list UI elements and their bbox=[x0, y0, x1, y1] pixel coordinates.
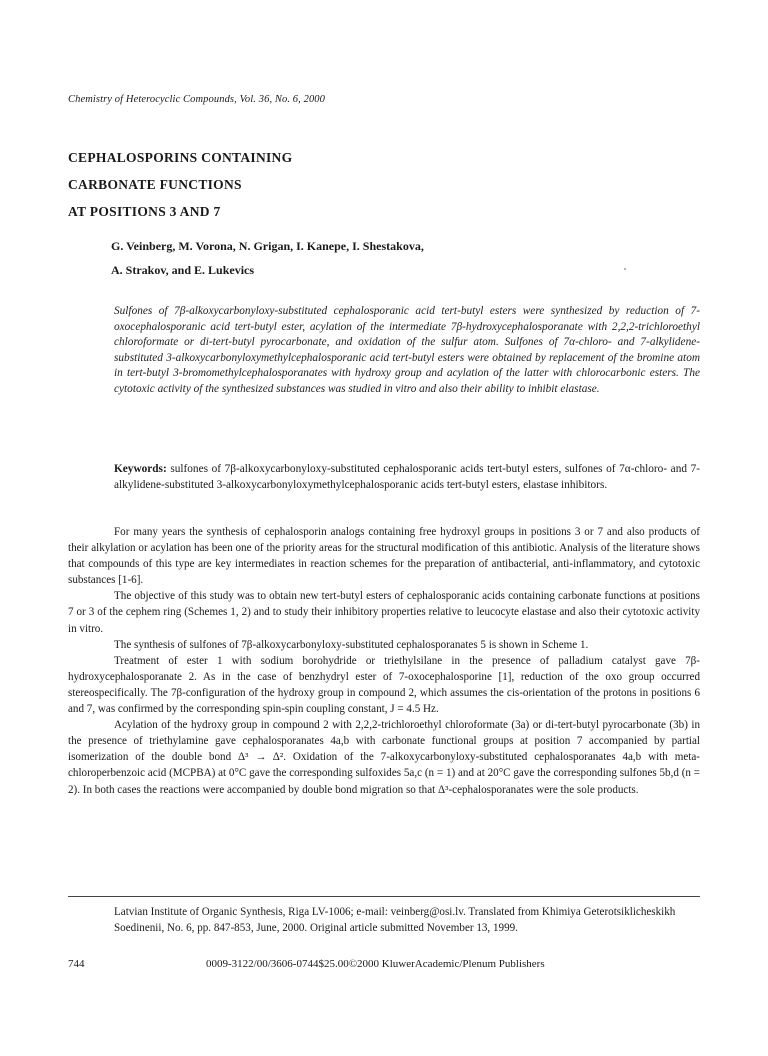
abstract: Sulfones of 7β-alkoxycarbonyloxy-substituted cephalosporanic acid tert-butyl esters were synthesized by reduction of 7-oxocephalosporanic acid tert-butyl ester, acylation of the intermediate 7β-hydroxycephalosporanate with 2,2,2-trichloroethyl chloroformate or di-tert-butyl pyrocarbonate, and oxidation of the sulfur atom. Sulfones of 7α-chloro- and 7-alkylidene-substituted 3-alkoxycarbonyloxymethylcephalosporanic acid tert-butyl esters were obtained by replacement of the bromine atom in tert-butyl 3-bromomethylcephalosporanates with hydroxy group and acylation of the latter with chlorocarbonic esters. The cytotoxic activity of the synthesized substances was studied in vitro and also their ability to inhibit elastase. bbox=[114, 305, 700, 395]
page-number: 744 bbox=[68, 958, 85, 970]
keywords-label: Keywords: bbox=[114, 463, 167, 475]
body-text bbox=[68, 524, 700, 798]
body-paragraph: For many years the synthesis of cephalosporin analogs containing free hydroxyl groups in positions 3 or 7 and also products of their alkylation or acylation has been one of the priority areas for the structural modification of this antibiotic. Analysis of the literature shows that compounds of this type are key intermediates in reaction schemes for the preparation of antibacterial, anti-inflammatory, and cytotoxic substances [1-6]. bbox=[68, 526, 700, 587]
authors-line: A. Strakov, and E. Lukevics bbox=[111, 263, 255, 277]
copyright-line: 0009-3122/00/3606-0744$25.00©2000 KluwerAcademic/Plenum Publishers bbox=[206, 958, 545, 970]
body-paragraph: Acylation of the hydroxy group in compound 2 with 2,2,2-trichloroethyl chloroformate (3a) or di-tert-butyl pyrocarbonate (3b) in the presence of triethylamine gave cephalosporanates 4a,b with carbonate functional groups at position 7 accompanied by partial isomerization of the double bond Δ³ → Δ². Oxidation of the 7-alkoxycarbonyloxy-substituted cephalosporanates 4a,b with meta-chloroperbenzoic acid (MCPBA) at 0°C gave the corresponding sulfoxides 5a,c (n = 1) and at 20°C gave the corresponding sulfones 5b,d (n = 2). In both cases the reactions were accompanied by double bond migration so that Δ³-cephalosporanates were the sole products. bbox=[68, 719, 700, 796]
journal-citation: Chemistry of Heterocyclic Compounds, Vol. 36, No. 6, 2000 bbox=[68, 94, 325, 105]
keywords-text: sulfones of 7β-alkoxycarbonyloxy-substituted cephalosporanic acids tert-butyl esters, sulfones of 7α-chloro- and 7-alkylidene-substituted 3-alkoxycarbonyloxymethylcephalosporanic acids tert-butyl esters, elastase inhibitors. bbox=[114, 463, 700, 491]
affiliation-footnote: Latvian Institute of Organic Synthesis, Riga LV-1006; e-mail: veinberg@osi.lv. Translated from Khimiya Geterotsiklicheskikh Soedinenii, No. 6, pp. 847-853, June, 2000. Original article submitted November 13, 1999. bbox=[114, 906, 676, 934]
title-line: AT POSITIONS 3 AND 7 bbox=[68, 204, 221, 219]
authors-line: G. Veinberg, M. Vorona, N. Grigan, I. Kanepe, I. Shestakova, bbox=[111, 239, 424, 253]
footnote-rule bbox=[68, 896, 700, 897]
body-paragraph: The synthesis of sulfones of 7β-alkoxycarbonyloxy-substituted cephalosporanates 5 is shown in Scheme 1. bbox=[114, 638, 589, 651]
keywords bbox=[114, 461, 700, 493]
title-line: CARBONATE FUNCTIONS bbox=[68, 177, 242, 192]
body-paragraph: Treatment of ester 1 with sodium borohydride or triethylsilane in the presence of palladium catalyst gave 7β-hydroxycephalosporanate 2. As in the case of benzhydryl ester of 7-oxocephalosporine [1], reduction of the oxo group occurred stereospecifically. The 7β-configuration of the hydroxy group in compound 2, which assumes the cis-orientation of the protons in positions 6 and 7, was confirmed by the corresponding spin-spin coupling constant, J = 4.5 Hz. bbox=[68, 654, 700, 716]
scan-speck bbox=[624, 268, 626, 270]
author-list bbox=[111, 234, 424, 282]
article-title bbox=[68, 144, 292, 225]
title-line: CEPHALOSPORINS CONTAINING bbox=[68, 150, 293, 165]
body-paragraph: The objective of this study was to obtain new tert-butyl esters of cephalosporanic acids containing carbonate functions at positions 7 or 3 of the cephem ring (Schemes 1, 2) and to study their inhibitory properties relative to leucocyte elastase and also their cytotoxic activity in vitro. bbox=[68, 590, 700, 635]
